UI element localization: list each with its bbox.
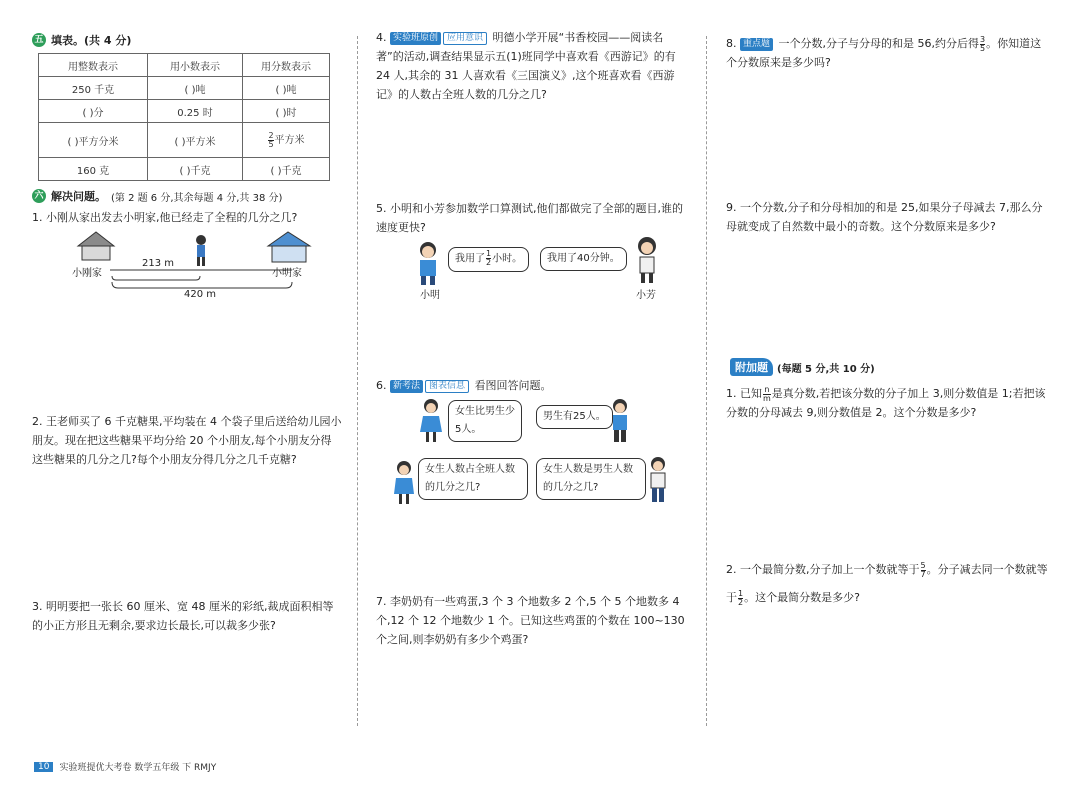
extra-section-header bbox=[730, 358, 875, 376]
section-6-title: 解决问题。 bbox=[51, 190, 106, 203]
fraction: $\frac{5}{7}$ bbox=[920, 560, 926, 579]
house-icon bbox=[268, 232, 310, 262]
tag-chart-info: 图表信息 bbox=[425, 380, 469, 393]
extra-question-2: 2. 一个最简分数,分子加上一个数就等于 $\frac{5}{7}$ 。分子减去同一个数就等于 $\frac{1}{2}$ 。这个最简分数是多少? bbox=[726, 560, 1048, 607]
boy-figure bbox=[646, 456, 670, 506]
fraction: $\frac{2}{5}$ bbox=[268, 130, 274, 149]
tag-key-question: 重点题 bbox=[740, 38, 773, 51]
table-cell: ( )吨 bbox=[243, 77, 330, 100]
table-cell: ( )时 bbox=[243, 100, 330, 123]
girl-figure bbox=[418, 398, 444, 444]
house-icon bbox=[78, 232, 114, 260]
section-5-header bbox=[32, 32, 131, 48]
question-5: 5. 小明和小芳参加数学口算测试,他们都做完了全部的题目,谁的速度更快? bbox=[376, 202, 683, 234]
table-row bbox=[39, 100, 330, 123]
question-4: 4. 实验班原创 应用意识 明德小学开展“书香校园——阅读名著”的活动,调查结果显示五(1)班同学中喜欢看《西游记》的有 24 人,其余的 31 人喜欢看《三国演义》,这个班喜欢看《西游记》的人数占全班人数的几分之几? bbox=[376, 31, 676, 101]
speech-bubble-boy-1: 男生有25人。 bbox=[536, 405, 613, 429]
distance-label-2: 420 m bbox=[184, 289, 217, 300]
extra-badge: 附加题 bbox=[730, 358, 773, 376]
table-header: 用整数表示 bbox=[39, 54, 148, 77]
speech-bubble-xiaoming: 我用了 $\frac{1}{2}$ 小时。 bbox=[448, 247, 529, 272]
fraction: $\frac{n}{m}$ bbox=[763, 384, 771, 403]
speech-bubble-boy-2: 女生人数是男生人数的几分之几? bbox=[536, 458, 646, 500]
fraction: $\frac{1}{2}$ bbox=[486, 249, 492, 267]
table-cell: ( )平方分米 bbox=[39, 123, 148, 158]
speech-bubble-girl-2: 女生人数占全班人数的几分之几? bbox=[418, 458, 528, 500]
end-label: 小明家 bbox=[272, 268, 302, 279]
table-cell: ( )千克 bbox=[243, 158, 330, 181]
table-cell: 0.25 时 bbox=[148, 100, 243, 123]
start-label: 小刚家 bbox=[72, 268, 102, 279]
speech-bubble-girl-1: 女生比男生少5人。 bbox=[448, 400, 522, 442]
table-cell: ( )千克 bbox=[148, 158, 243, 181]
table-cell: ( )分 bbox=[39, 100, 148, 123]
name-xiaoming: 小明 bbox=[420, 290, 440, 301]
question-2: 2. 王老师买了 6 千克糖果,平均装在 4 个袋子里后送给幼儿园小朋友。现在把这些糖果平均分给 20 个小朋友,每个小朋友分得这些糖果的几分之几?每个小朋友分得几分之几千克糖? bbox=[32, 415, 342, 466]
question-8: 8. 重点题 一个分数,分子与分母的和是 56,约分后得 $\frac{3}{5}$ 。你知道这个分数原来是多少吗? bbox=[726, 34, 1042, 69]
table-row bbox=[39, 158, 330, 181]
boy-figure bbox=[608, 398, 632, 446]
fraction: $\frac{3}{5}$ bbox=[980, 34, 986, 53]
section-5-number: 五 bbox=[32, 33, 46, 47]
question-7: 7. 李奶奶有一些鸡蛋,3 个 3 个地数多 2 个,5 个 5 个地数多 4 个,12 个 12 个地数少 1 个。已知这些鸡蛋的个数在 100~130 个之间,则李奶奶有多少个鸡蛋? bbox=[376, 595, 685, 646]
section-6-header bbox=[32, 188, 282, 204]
table-cell: 250 千克 bbox=[39, 77, 148, 100]
name-xiaofang: 小芳 bbox=[636, 290, 656, 301]
column-divider-left bbox=[357, 36, 358, 726]
page-number: 10 bbox=[34, 762, 53, 772]
extra-note: (每题 5 分,共 10 分) bbox=[777, 363, 875, 375]
page-footer bbox=[34, 760, 216, 773]
boy-icon bbox=[196, 235, 206, 266]
table-cell: ( )平方米 bbox=[148, 123, 243, 158]
tag-original: 实验班原创 bbox=[390, 32, 441, 45]
question-1: 1. 小刚从家出发去小明家,他已经走了全程的几分之几? bbox=[32, 211, 298, 224]
table-cell: ( )吨 bbox=[148, 77, 243, 100]
footer-title: 实验班提优大考卷 数学五年级 下 RMJY bbox=[59, 763, 217, 773]
distance-label-1: 213 m bbox=[142, 258, 175, 269]
tag-application: 应用意识 bbox=[443, 32, 487, 45]
table-header: 用小数表示 bbox=[148, 54, 243, 77]
table-header: 用分数表示 bbox=[243, 54, 330, 77]
extra-question-1: 1. 已知 $\frac{n}{m}$ 是真分数,若把该分数的分子加上 3,则分数值是 1;若把该分数的分母减去 9,则分数值是 2。这个分数是多少? bbox=[726, 384, 1046, 419]
girl-figure bbox=[392, 460, 416, 506]
girl-figure bbox=[632, 236, 662, 286]
table-cell: 160 克 bbox=[39, 158, 148, 181]
table-row bbox=[39, 123, 330, 158]
question-9: 9. 一个分数,分子和分母相加的和是 25,如果分子母减去 7,那么分母就变成了自然数中最小的奇数。这个分数原来是多少? bbox=[726, 201, 1043, 233]
section-5-title: 填表。(共 4 分) bbox=[51, 34, 132, 47]
question-3: 3. 明明要把一张长 60 厘米、宽 48 厘米的彩纸,裁成面积相等的小正方形且无剩余,要求边长最长,可以裁多少张? bbox=[32, 600, 334, 632]
conversion-table bbox=[38, 53, 330, 181]
column-divider-right bbox=[706, 36, 707, 726]
boy-figure bbox=[410, 240, 446, 286]
fraction: $\frac{1}{2}$ bbox=[738, 588, 744, 607]
table-header-row bbox=[39, 54, 330, 77]
speech-bubble-xiaofang: 我用了40分钟。 bbox=[540, 247, 627, 271]
table-cell-fraction: $\frac{2}{5}$ 平方米 bbox=[243, 123, 330, 158]
table-row bbox=[39, 77, 330, 100]
section-6-note: (第 2 题 6 分,其余每题 4 分,共 38 分) bbox=[111, 192, 283, 204]
question-6: 6. 新考法 图表信息 看图回答问题。 bbox=[376, 379, 552, 392]
section-6-number: 六 bbox=[32, 189, 46, 203]
tag-new-method: 新考法 bbox=[390, 380, 423, 393]
